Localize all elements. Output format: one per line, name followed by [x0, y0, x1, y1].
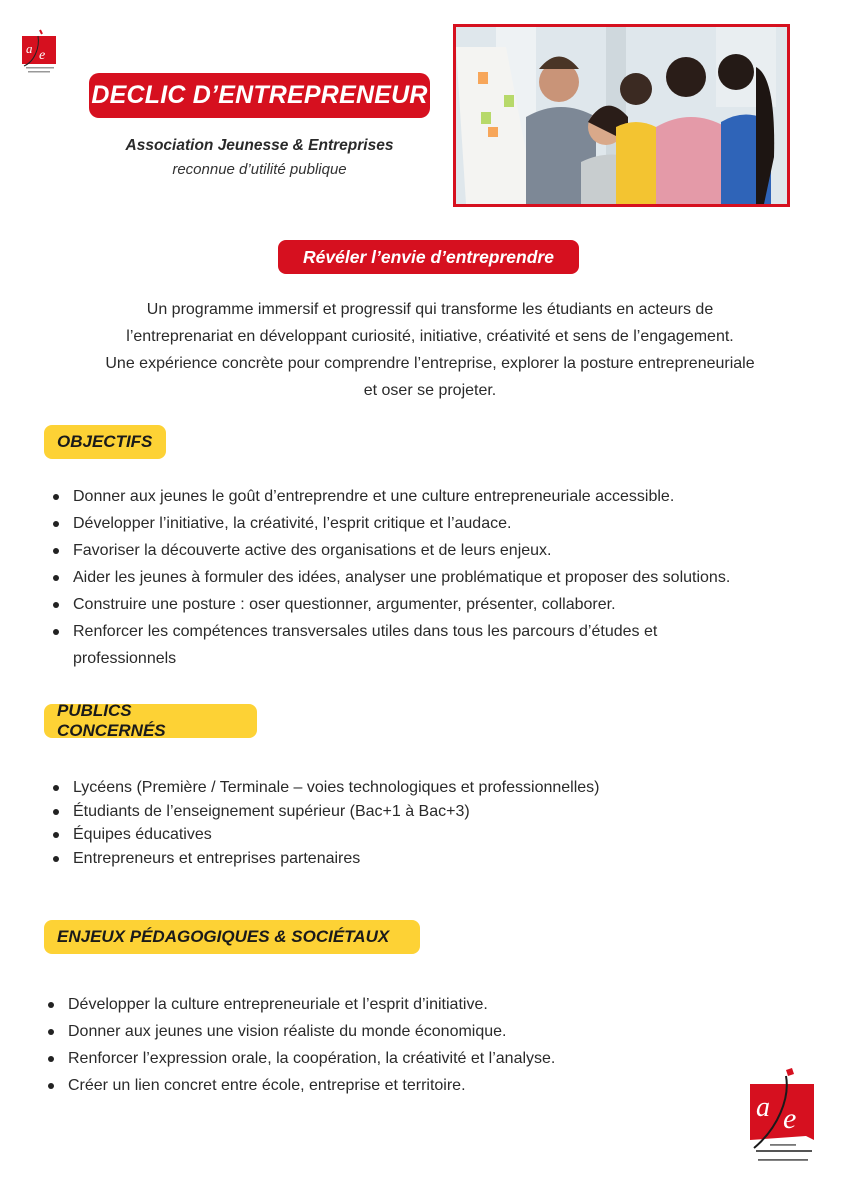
list-item: Développer la culture entrepreneuriale et l’esprit d’initiative. — [43, 991, 743, 1018]
aje-logo-large — [748, 1068, 818, 1168]
list-item: Équipes éducatives — [48, 823, 748, 847]
program-title: DECLIC D’ENTREPRENEUR — [89, 73, 430, 118]
list-item: Aider les jeunes à formuler des idées, analyser une problématique et proposer des solutions. — [48, 564, 828, 591]
aje-logo-small — [20, 28, 58, 78]
list-item: Donner aux jeunes une vision réaliste du monde économique. — [43, 1018, 743, 1045]
svg-text:e: e — [783, 1102, 797, 1135]
list-item: Renforcer les compétences transversales utiles dans tous les parcours d’études et professionnels — [48, 618, 753, 672]
intro-paragraph — [40, 296, 820, 404]
aje-logo-icon — [748, 1068, 818, 1168]
svg-text:a: a — [26, 41, 33, 56]
section-heading-objectifs: OBJECTIFS — [44, 425, 166, 459]
section-heading-enjeux: ENJEUX PÉDAGOGIQUES & SOCIÉTAUX — [44, 920, 420, 954]
enjeux-list — [43, 991, 743, 1099]
tagline-badge: Révéler l’envie d’entreprendre — [278, 240, 579, 274]
intro-line: Une expérience concrète pour comprendre l’entreprise, explorer la posture entrepreneuriale — [105, 355, 755, 372]
organization-status: reconnue d’utilité publique — [172, 161, 347, 178]
list-item: Favoriser la découverte active des organisations et de leurs enjeux. — [48, 537, 828, 564]
aje-logo-icon — [20, 28, 58, 78]
list-item: Développer l’initiative, la créativité, l’esprit critique et l’audace. — [48, 510, 828, 537]
intro-line: Un programme immersif et progressif qui transforme les étudiants en acteurs de — [146, 301, 714, 318]
list-item: Renforcer l’expression orale, la coopération, la créativité et l’analyse. — [43, 1045, 743, 1072]
organization-name: Association Jeunesse & Entreprises — [125, 137, 394, 154]
objectifs-list — [48, 483, 828, 672]
svg-text:e: e — [39, 48, 46, 63]
list-item: Étudiants de l’enseignement supérieur (Bac+1 à Bac+3) — [48, 800, 748, 824]
list-item: Donner aux jeunes le goût d’entreprendre et une culture entrepreneuriale accessible. — [48, 483, 828, 510]
intro-line: l’entreprenariat en développant curiosité, initiative, créativité et sens de l’engagement. — [126, 328, 734, 345]
intro-line: et oser se projeter. — [363, 382, 497, 399]
svg-text:a: a — [756, 1092, 770, 1123]
team-workshop-photo — [453, 24, 790, 207]
list-item: Lycéens (Première / Terminale – voies technologiques et professionnelles) — [48, 776, 748, 800]
list-item: Entrepreneurs et entreprises partenaires — [48, 847, 748, 871]
list-item: Construire une posture : oser questionner, argumenter, présenter, collaborer. — [48, 591, 828, 618]
publics-list — [48, 776, 748, 870]
section-heading-publics: PUBLICS CONCERNÉS — [44, 704, 257, 738]
list-item: Créer un lien concret entre école, entreprise et territoire. — [43, 1072, 743, 1099]
photo-illustration — [456, 27, 787, 204]
